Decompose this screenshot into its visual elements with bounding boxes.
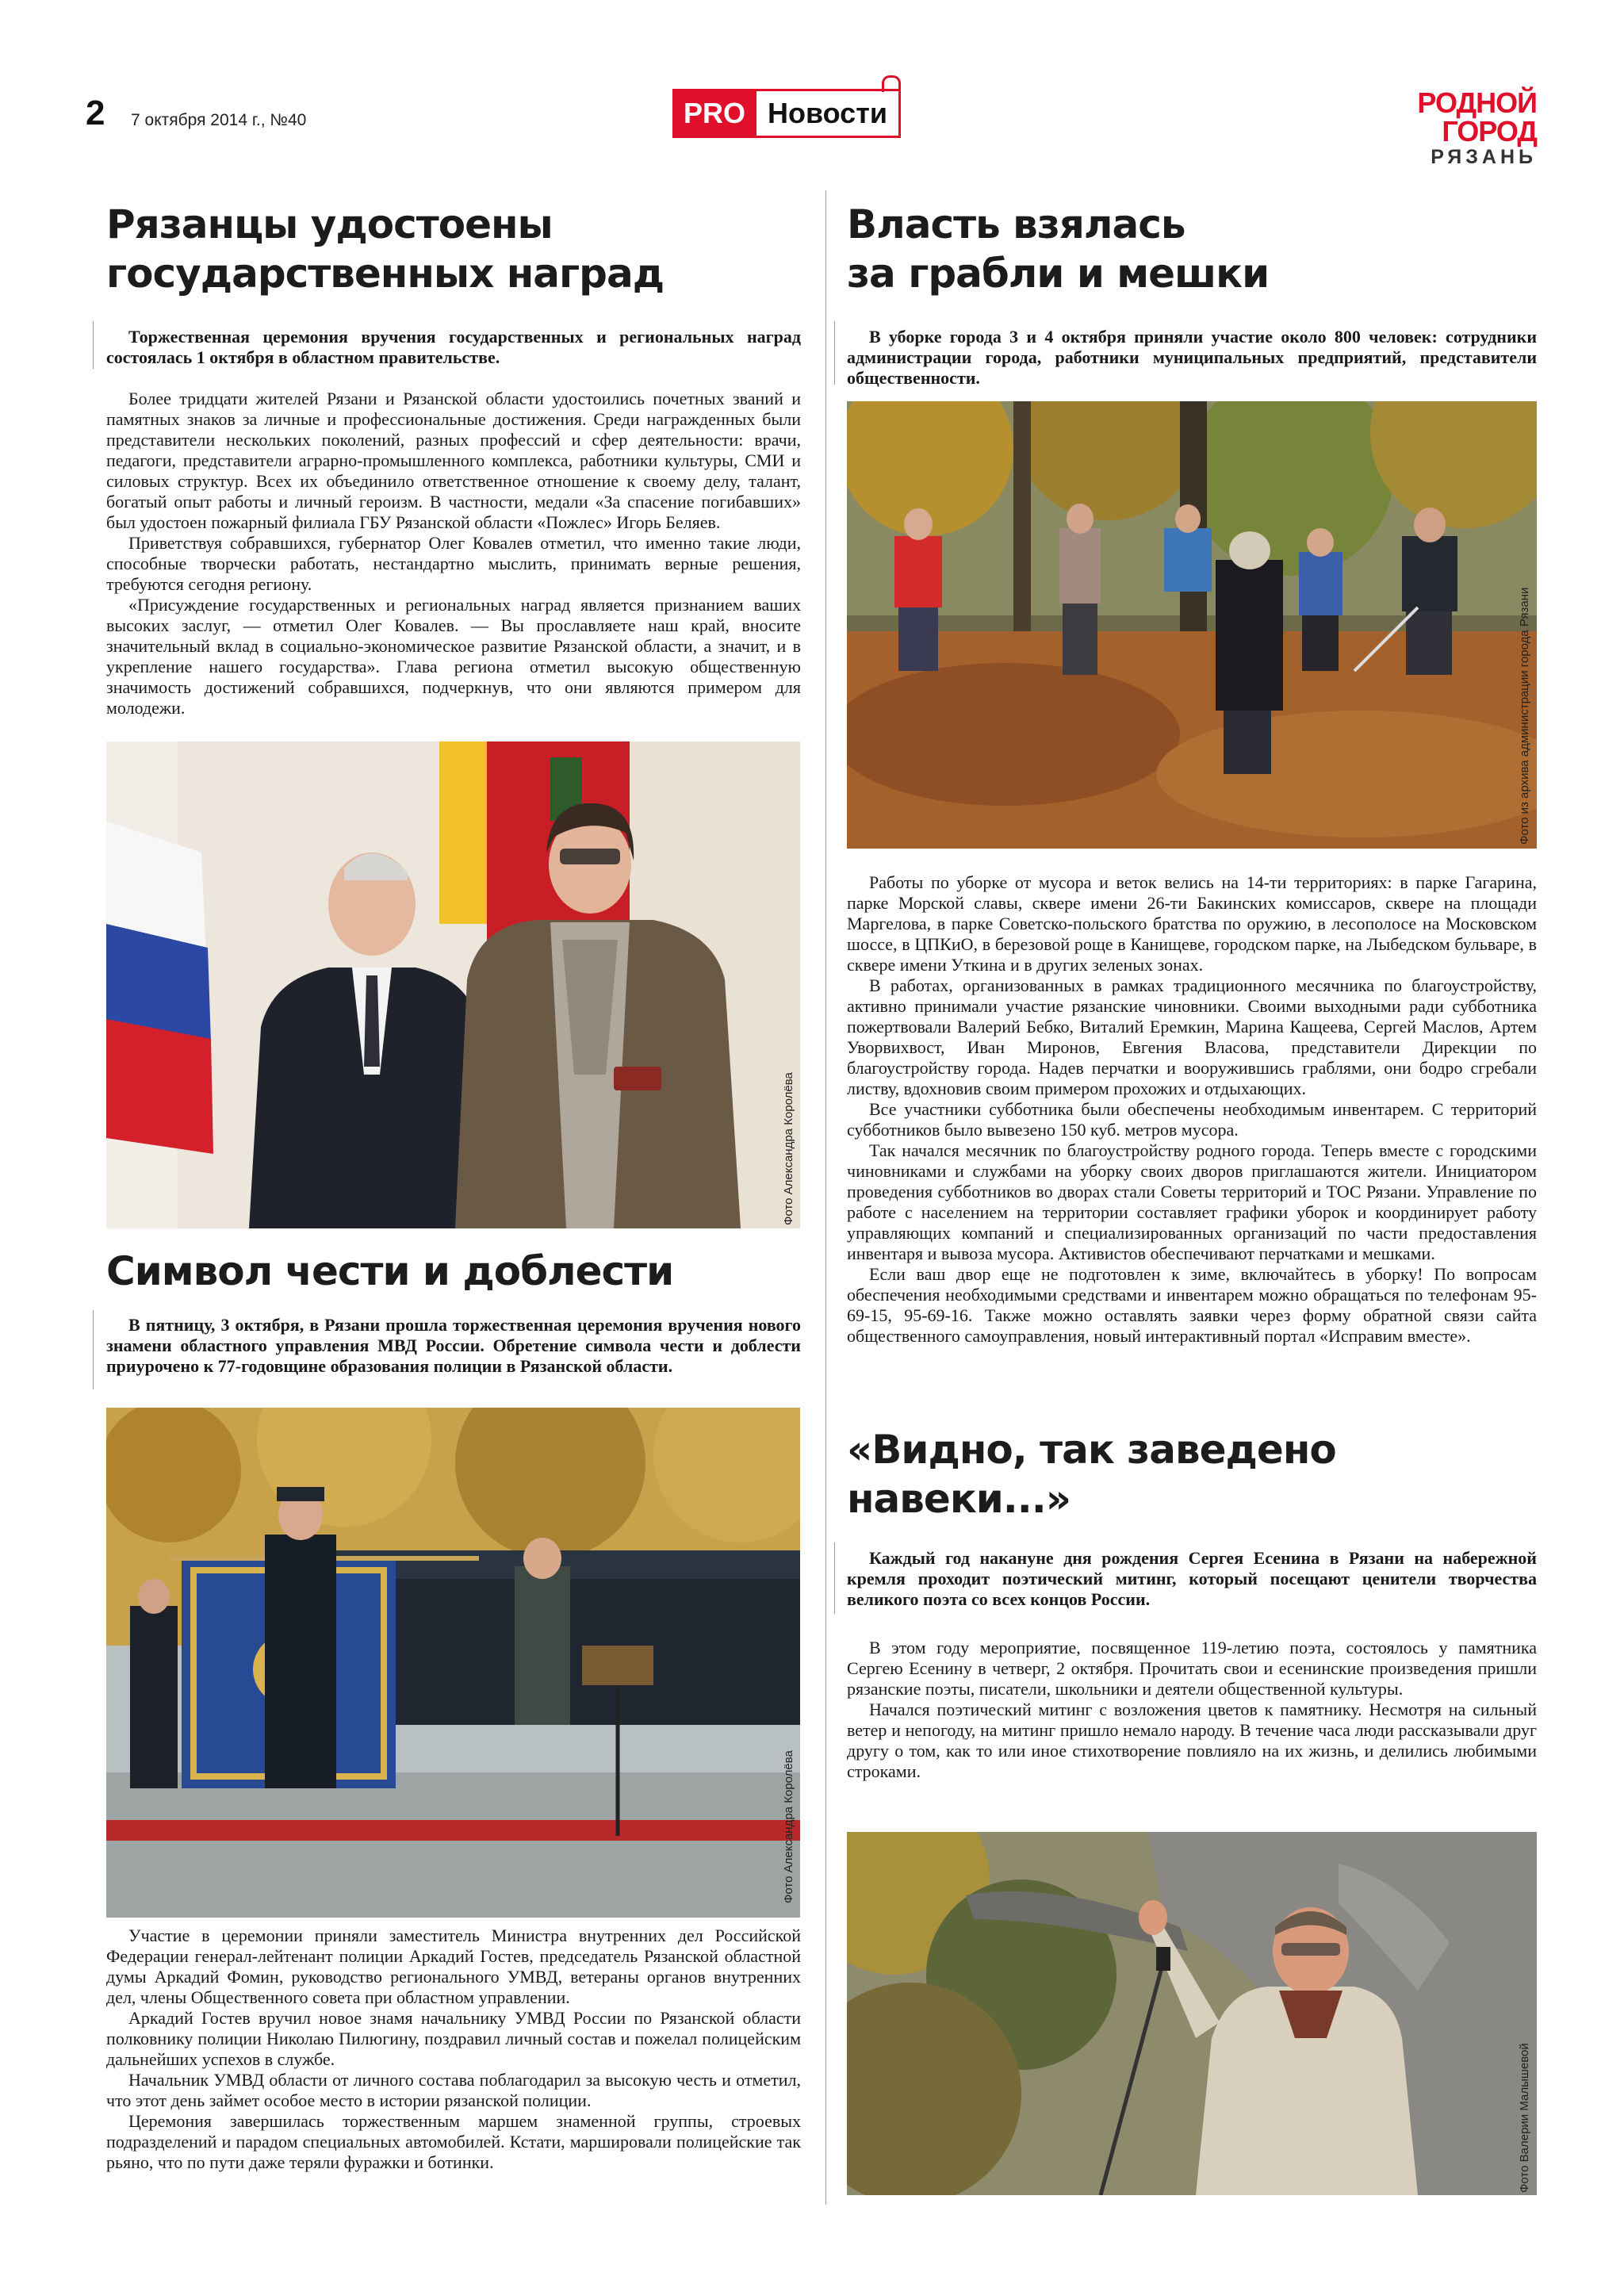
- police-banner-photo: [106, 1408, 800, 1918]
- article1-headline: [106, 200, 820, 298]
- section-logo: [672, 89, 901, 141]
- brand-logo: [1417, 86, 1537, 148]
- poetry-meeting-photo: [847, 1832, 1537, 2195]
- article3-paragraph: В работах, организованных в рамках традиционного месячника по благоустройству, активно принимали участие рязанские чиновники. Своими выходными ради субботника пожертвовали Валерий Бебко, Виталий Еремкин, Марина Кащеева, Сергей Маслов, Артем Уворвихвост, Иван Миронов, Евгения Власова, представители Дирекции по благоустройству города. Надев перчатки и вооружившись граблями, они бодро сгребали листву, вдохновив своим примером прохожих и отдыхающих.: [847, 975, 1537, 1098]
- brand-city: РЯЗАНЬ: [1431, 146, 1537, 168]
- article4-paragraph: В этом году мероприятие, посвященное 119-летию поэта, состоялось у памятника Сергею Есенину в четверг, 2 октября. Прочитать свои и есенинские произведения пришли рязанские поэты, писатели, школьники и деятели общественной культуры.: [847, 1638, 1537, 1699]
- article1-lead: Торжественная церемония вручения государственных и региональных наград состоялась 1 октября в областном правительстве.: [106, 327, 801, 367]
- article1-paragraph: Приветствуя собравшихся, губернатор Олег Ковалев отметил, что именно такие люди, способные творчески работать, нестандартно мыслить, принимать верные решения, требуются сегодня региону.: [106, 533, 801, 594]
- article2-paragraph: Аркадий Гостев вручил новое знамя начальнику УМВД России по Рязанской области полковнику полиции Николаю Пилюгину, поздравил личный состав и пожелал полицейским дальнейших успехов в службе.: [106, 2008, 801, 2069]
- brand-line1: РОДНОЙ: [1417, 86, 1537, 119]
- award-ceremony-photo: [106, 741, 800, 1228]
- article1-paragraph: «Присуждение государственных и региональных наград является признанием ваших высоких заслуг, — отметил Олег Ковалев. — Вы прославляете наш край, вносите значительный вклад в социально-экономическое развитие Рязанской области, а значит, и в укрепление нашего государства». Глава региона отметил высокую общественную значимость достижений собравшихся, подчеркнув, что они являются примером для молодежи.: [106, 595, 801, 718]
- article2-lead: В пятницу, 3 октября, в Рязани прошла торжественная церемония вручения нового знамени областного управления МВД России. Обретение символа чести и доблести приурочено к 77-годовщине образования полиции в Рязанской области.: [106, 1315, 801, 1376]
- article3-body: [847, 872, 1537, 1347]
- article3-paragraph: Работы по уборке от мусора и веток велись на 14-ти территориях: в парке Гагарина, парке Морской славы, сквере имени 26-ти Бакинских комиссаров, сквере на площади Маргелова, в парке Советско-польского братства по оружию, в лесополосе на Московском шоссе, в ЦПКиО, в березовой роще в Канищеве, городском парке, на Лыбедском бульваре, в сквере имени Уткина и в других зеленых зонах.: [847, 872, 1537, 975]
- article1-body: [106, 389, 801, 718]
- article1-paragraph: Более тридцати жителей Рязани и Рязанской области удостоились почетных званий и памятных знаков за личные и профессиональные достижения. Среди награжденных были представители нескольких поколений, разных профессий и сфер деятельности: врачи, педагоги, представители аграрно-промышленного комплекса, работники культуры, СМИ и силовых структур. Всех их объединило ответственное отношение к своему делу, талант, богатый опыт работы и личный героизм. В частности, медали «За спасение погибавших» был удостоен пожарный филиала ГБУ Рязанской области «Пожлес» Игорь Беляев.: [106, 389, 801, 532]
- issue-date: 7 октября 2014 г., №40: [131, 111, 307, 129]
- lead-rule: [834, 321, 835, 385]
- article3-title-line1: Власть взялась: [847, 201, 1185, 247]
- article3-title-line2: за грабли и мешки: [847, 251, 1270, 297]
- park-cleanup-photo: [847, 401, 1537, 849]
- column-divider: [825, 190, 826, 2205]
- article3-headline: [847, 200, 1545, 298]
- article2-paragraph: Церемония завершилась торжественным маршем знаменной группы, строевых подразделений и парадом специальных автомобилей. Кстати, маршировали полицейские так рьяно, что по пути даже теряли фуражки и ботинки.: [106, 2111, 801, 2172]
- section-name-label: Новости: [756, 89, 901, 138]
- article4-lead: Каждый год накануне дня рождения Сергея Есенина в Рязани на набережной кремля проходит поэтический митинг, который посещают ценители творчества великого поэта со всех концов России.: [847, 1548, 1537, 1609]
- page-number: 2: [86, 94, 105, 132]
- article4-title-line2: навеки...»: [847, 1476, 1071, 1522]
- article2-body: [106, 1926, 801, 2173]
- article4-headline: [847, 1425, 1545, 1523]
- article2-paragraph: Участие в церемонии приняли заместитель Министра внутренних дел Российской Федерации генерал-лейтенант полиции Аркадий Гостев, председатель Рязанской областной думы Аркадий Фомин, руководство регионального УМВД, ветераны органов внутренних дел, члены Общественного совета при областном управлении.: [106, 1926, 801, 2007]
- article1-title-line1: Рязанцы удостоены: [106, 201, 553, 247]
- article4-body: [847, 1638, 1537, 1782]
- article3-photo-credit: Фото из архива администрации города Рязани: [1518, 587, 1531, 845]
- article4-title-line1: «Видно, так заведено: [847, 1427, 1336, 1473]
- lead-rule: [93, 321, 94, 369]
- lead-rule: [93, 1310, 94, 1389]
- brand-line2: ГОРОД: [1442, 115, 1537, 148]
- article4-paragraph: Начался поэтический митинг с возложения цветов к памятнику. Несмотря на сильный ветер и непогоду, на митинг пришло немало народу. В течение часа люди рассказывали друг другу о том, как то или иное стихотворение повлияло на их жизнь, и делились любимыми строками.: [847, 1699, 1537, 1781]
- section-pro-label: PRO: [672, 89, 756, 138]
- article1-photo-credit: Фото Александра Королёва: [782, 1072, 795, 1225]
- article2-photo-credit: Фото Александра Королёва: [782, 1750, 795, 1903]
- article3-lead: В уборке города 3 и 4 октября приняли участие около 800 человек: сотрудники администрации города, работники муниципальных предприятий, представители общественности.: [847, 327, 1537, 388]
- article1-title-line2: государственных наград: [106, 251, 665, 297]
- article2-paragraph: Начальник УМВД области от личного состава поблагодарил за высокую честь и отметил, что этот день займет особое место в истории рязанской полиции.: [106, 2070, 801, 2110]
- article3-paragraph: Если ваш двор еще не подготовлен к зиме, включайтесь в уборку! По вопросам обеспечения необходимыми средствами и инвентарем можно обращаться по телефонам 95-69-15, 95-69-16. Также можно оставлять заявки через форму обратной связи сайта общественного самоуправления, новый интерактивный портал «Исправим вместе».: [847, 1264, 1537, 1346]
- article2-headline: Символ чести и доблести: [106, 1248, 674, 1294]
- article4-photo-credit: Фото Валерии Малышевой: [1518, 2043, 1531, 2193]
- article3-paragraph: Так начался месячник по благоустройству родного города. Теперь вместе с городскими чиновниками и службами на уборку своих дворов приглашаются жители. Инициатором проведения субботников во дворах стали Советы территорий и ТОС Рязани. Управление по работе с населением на территории составляет графики уборок и координирует работу управляющих компаний и специализированных организаций по части предоставления инвентаря и вывоза мусора. Активистов обеспечивают перчатками и мешками.: [847, 1140, 1537, 1263]
- article3-paragraph: Все участники субботника были обеспечены необходимым инвентарем. С территорий субботников было вывезено 150 куб. метров мусора.: [847, 1099, 1537, 1140]
- lead-rule: [834, 1542, 835, 1614]
